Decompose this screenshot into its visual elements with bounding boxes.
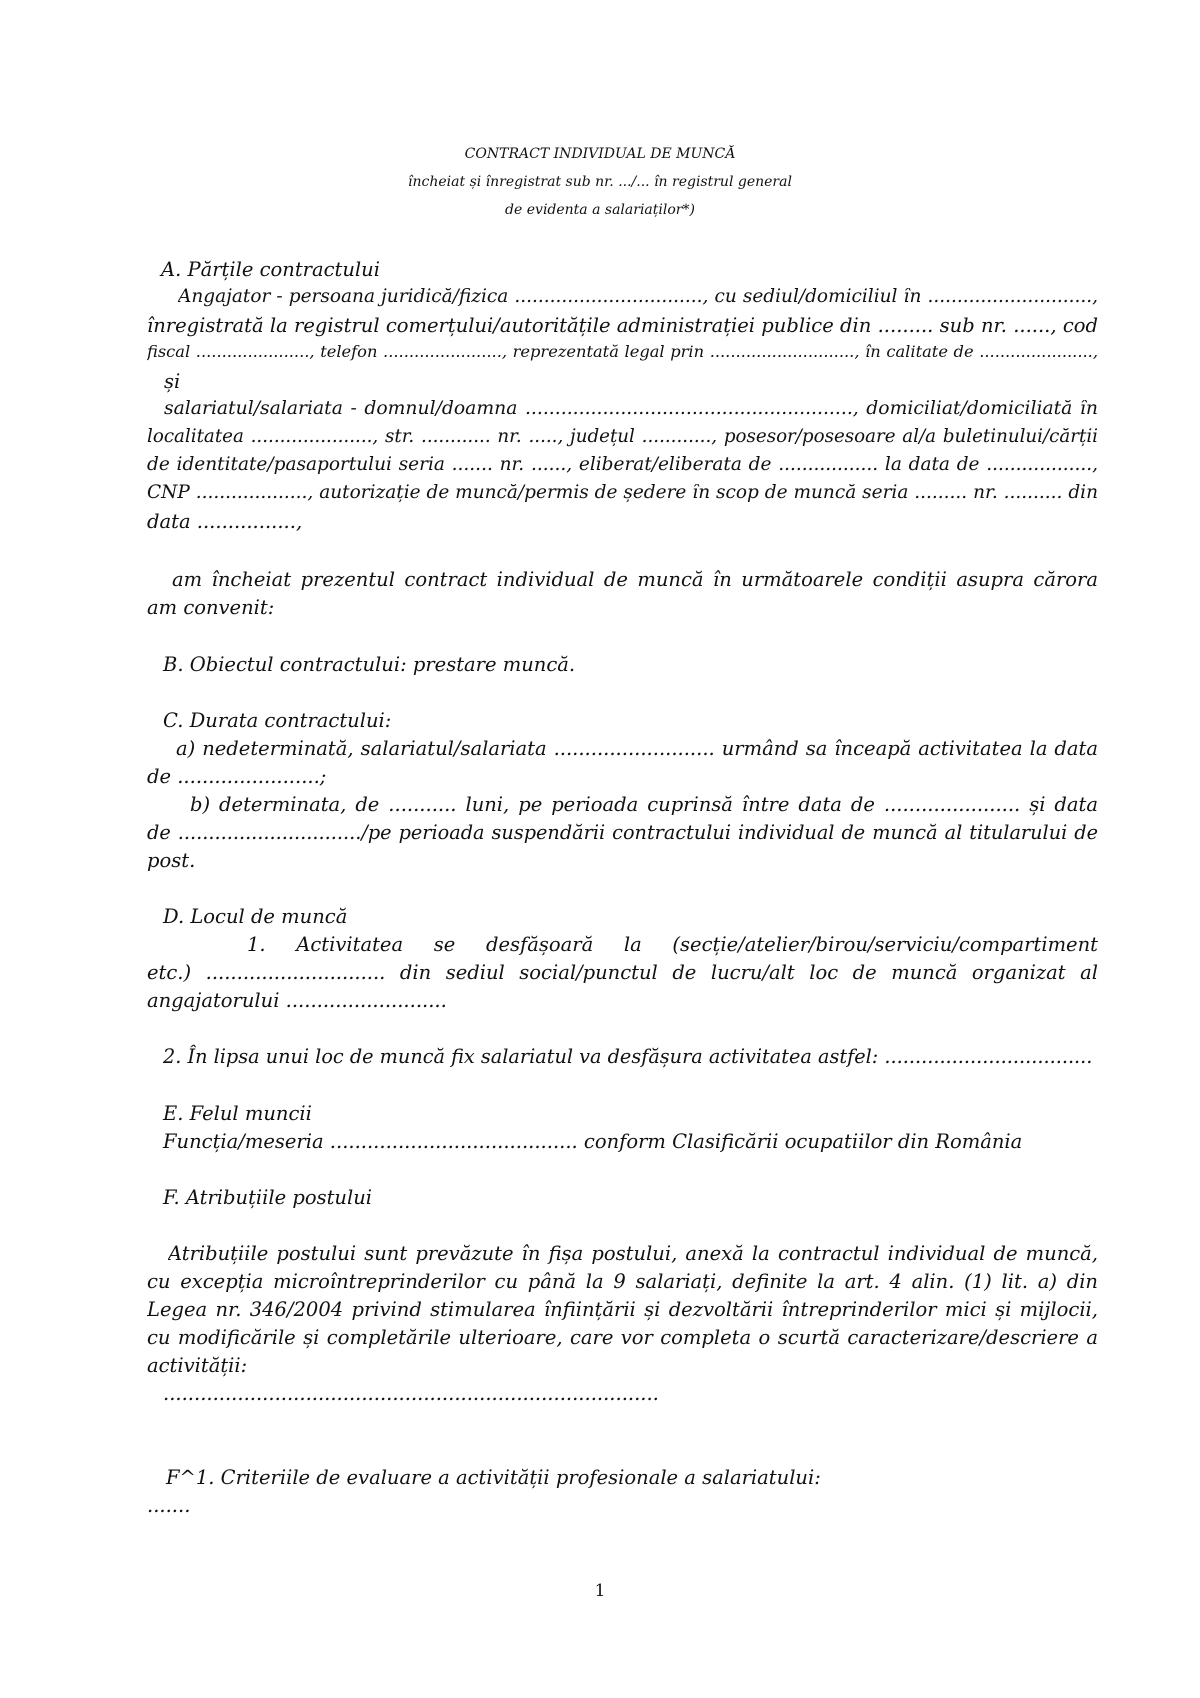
- section-d-line: angajatorului ..........................: [147, 989, 447, 1012]
- section-a-line: înregistrată la registrul comerțului/autoritățile administrației publice din ......... sub nr. ......, cod: [147, 316, 1098, 337]
- section-c-line: a) nedeterminată, salariatul/salariata .......................... urmând sa înceapă activitatea la data: [176, 739, 1098, 760]
- section-a-line: și: [164, 370, 181, 393]
- section-a-line: CNP ..................., autorizație de muncă/permis de ședere în scop de muncă seria ......... nr. .......... din: [147, 484, 1098, 503]
- agreement-line: am convenit:: [147, 596, 275, 619]
- section-f1-heading: F^1. Criteriile de evaluare a activității profesionale a salariatului:: [166, 1466, 821, 1489]
- section-c-line: b) determinata, de ........... luni, pe perioada cuprinsă între data de ...................... și data: [190, 795, 1098, 816]
- section-d-heading: D. Locul de muncă: [163, 905, 348, 928]
- section-e-line: Funcția/meseria ........................................ conform Clasificării ocupatiilor din România: [163, 1130, 1023, 1153]
- section-c-heading: C. Durata contractului:: [163, 709, 392, 732]
- section-a-line: fiscal ......................, telefon ......................., reprezentată legal prin ............................, în calitate de ......................,: [147, 344, 1098, 361]
- section-d-line: etc.) ............................. din sediul social/punctul de lucru/alt loc de muncă organizat al: [147, 963, 1098, 984]
- section-c-line: de .......................;: [147, 765, 327, 788]
- section-e-heading: E. Felul muncii: [163, 1102, 312, 1125]
- section-a-line: localitatea ....................., str. ............ nr. ....., județul ............, posesor/posesoare al/a buletinului/cărții: [147, 428, 1098, 447]
- section-f-line: activității:: [147, 1354, 248, 1377]
- agreement-line: am încheiat prezentul contract individual de muncă în următoarele condiții asupra cărora: [172, 570, 1098, 591]
- document-subtitle-line-2: de evidenta a salariaților*): [505, 202, 695, 218]
- document-title: CONTRACT INDIVIDUAL DE MUNCĂ: [464, 146, 736, 162]
- section-f-line: Legea nr. 346/2004 privind stimularea înființării și dezvoltării întreprinderilor mici și mijlocii,: [147, 1300, 1098, 1321]
- section-d-item-2: 2. În lipsa unui loc de muncă fix salariatul va desfășura activitatea astfel: ..................................: [163, 1045, 1093, 1068]
- section-f-heading: F. Atribuțiile postului: [163, 1186, 373, 1209]
- section-c-line: de ............................../pe perioada suspendării contractului individual de muncă al titularului de: [147, 823, 1098, 844]
- section-f-line: cu modificările și completările ulterioare, care vor completa o scurtă caracterizare/descriere a: [147, 1328, 1098, 1349]
- section-a-heading: A. Părțile contractului: [161, 258, 380, 281]
- section-f1-dots: .......: [147, 1494, 191, 1517]
- section-a-line: data ................,: [147, 510, 303, 533]
- section-f-line: Atribuțiile postului sunt prevăzute în fișa postului, anexă la contractul individual de muncă,: [168, 1244, 1098, 1265]
- section-d-line: 1. Activitatea se desfășoară la (secție/atelier/birou/serviciu/compartiment: [247, 935, 1098, 956]
- section-a-line: salariatul/salariata - domnul/doamna ......................................................., domiciliat/domiciliată în: [164, 400, 1098, 419]
- page-number: 1: [594, 1581, 606, 1601]
- document-subtitle-line-1: încheiat și înregistrat sub nr. .../... în registrul general: [408, 174, 792, 190]
- section-b-heading: B. Obiectul contractului: prestare muncă.: [163, 653, 576, 676]
- section-f-dots: ................................................................................: [163, 1382, 659, 1405]
- section-c-line: post.: [147, 849, 196, 872]
- section-f-line: cu excepția microîntreprinderilor cu până la 9 salariați, definite la art. 4 alin. (1) lit. a) din: [147, 1272, 1098, 1293]
- section-a-line: de identitate/pasaportului seria ....... nr. ......, eliberat/eliberata de ................. la data de ..................,: [147, 456, 1098, 475]
- section-a-line: Angajator - persoana juridică/fizica ................................, cu sediul/domiciliul în ............................,: [178, 288, 1098, 307]
